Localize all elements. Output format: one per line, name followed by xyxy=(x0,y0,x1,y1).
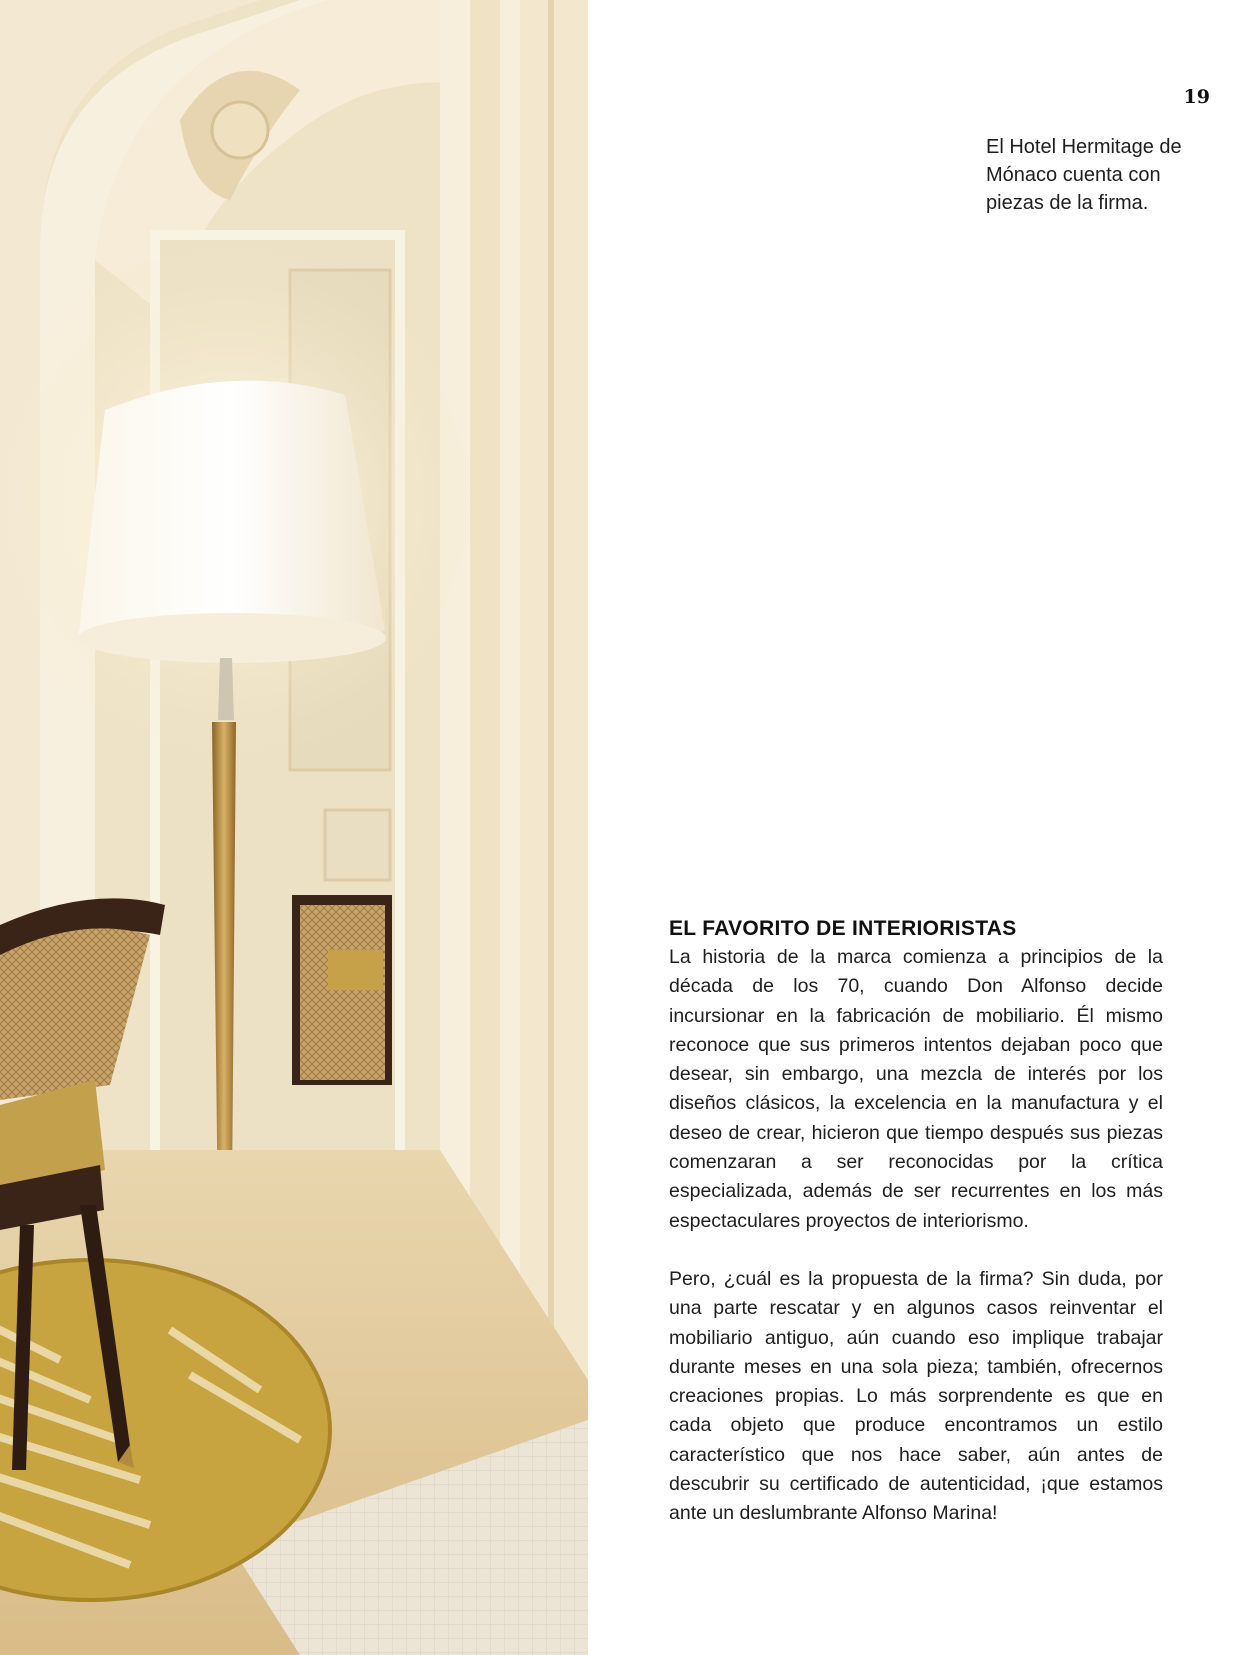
hotel-interior-photo xyxy=(0,0,588,1655)
article-paragraph-2: Pero, ¿cuál es la propuesta de la firma? Sin duda, por una parte rescatar y en algunos casos reinventar el mobiliario antiguo, aún cuando eso implique trabajar durante meses en una sola pieza; también, ofrecernos creaciones propias. Lo más sorprendente es que en cada objeto que produce encontramos un estilo característico que nos hace saber, aún antes de descubrir su certificado de autenticidad, ¡que estamos ante un deslumbrante Alfonso Marina! xyxy=(669,1267,1163,1525)
photo-caption: El Hotel Hermitage de Mónaco cuenta con piezas de la firma. xyxy=(986,136,1182,214)
article-paragraph-1: La historia de la marca comienza a principios de la década de los 70, cuando Don Alfonso decide incursionar en la fabricación de mobiliario. Él mismo reconoce que sus primeros intentos dejaban poco que desear, sin embargo, una mezcla de interés por los diseños clásicos, la excelencia en la manufactura y el deseo de crear, hicieron que tiempo después sus piezas comenzaran a ser reconocidas por la crítica especializada, además de ser recurrentes en los más espectaculares proyectos de interiorismo. xyxy=(669,946,1163,1232)
article xyxy=(669,915,1163,1529)
photo-illustration xyxy=(0,0,588,1655)
article-heading: EL FAVORITO DE INTERIORISTAS xyxy=(669,917,1017,940)
page-number: 19 xyxy=(1183,86,1210,108)
